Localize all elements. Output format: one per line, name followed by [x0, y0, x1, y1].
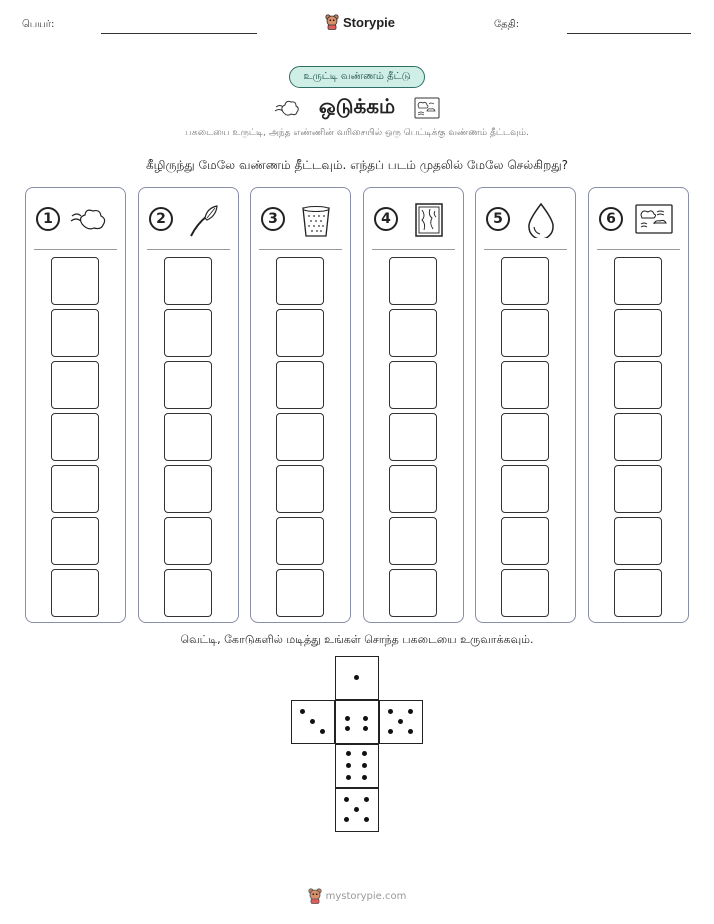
column-header — [364, 202, 463, 242]
column-5 — [475, 187, 576, 623]
date-label: தேதி: — [494, 19, 520, 30]
cup-of-water-icon — [295, 202, 337, 238]
die-pip — [346, 763, 351, 768]
column-header — [26, 202, 125, 242]
die-pip — [362, 775, 367, 780]
column-1 — [25, 187, 126, 623]
column-divider — [259, 249, 342, 250]
column-header — [139, 202, 238, 242]
coloring-box[interactable] — [501, 517, 549, 565]
die-pip — [398, 719, 403, 724]
column-divider — [34, 249, 117, 250]
date-line[interactable] — [567, 33, 691, 34]
coloring-box[interactable] — [276, 517, 324, 565]
coloring-box[interactable] — [614, 465, 662, 513]
coloring-box[interactable] — [614, 413, 662, 461]
coloring-box[interactable] — [276, 361, 324, 409]
die-pip — [300, 709, 305, 714]
name-line[interactable] — [101, 33, 257, 34]
coloring-box[interactable] — [51, 361, 99, 409]
column-divider — [484, 249, 567, 250]
weather-card-icon — [633, 202, 675, 238]
steam-cloud-icon — [274, 97, 300, 119]
coloring-box[interactable] — [501, 309, 549, 357]
footer-url[interactable]: mystorypie.com — [325, 890, 407, 902]
column-number-badge: 3 — [261, 207, 285, 231]
activity-badge: உருட்டி வண்ணம் தீட்டு — [289, 66, 425, 88]
coloring-box[interactable] — [276, 569, 324, 617]
question-text: கீழிருந்து மேலே வண்ணம் தீட்டவும். எந்தப் படம் முதலில் மேலே செல்கிறது? — [145, 158, 569, 172]
column-3 — [250, 187, 351, 623]
name-label: பெயர்: — [22, 19, 55, 30]
cut-instruction: வெட்டி, கோடுகளில் மடித்து உங்கள் சொந்த பகடையை உருவாக்கவும். — [180, 633, 534, 646]
weather-card-icon — [414, 97, 440, 119]
die-pip — [363, 716, 368, 721]
die-pip — [345, 716, 350, 721]
coloring-box[interactable] — [389, 257, 437, 305]
column-header — [589, 202, 688, 242]
coloring-box[interactable] — [164, 361, 212, 409]
column-header — [476, 202, 575, 242]
column-divider — [147, 249, 230, 250]
coloring-box[interactable] — [164, 309, 212, 357]
coloring-box[interactable] — [389, 465, 437, 513]
leaf-branch-icon — [183, 202, 225, 238]
coloring-box[interactable] — [501, 569, 549, 617]
coloring-box[interactable] — [276, 257, 324, 305]
coloring-box[interactable] — [501, 257, 549, 305]
die-pip — [363, 726, 368, 731]
footer — [0, 888, 714, 904]
title-row — [0, 94, 714, 121]
die-pip — [344, 797, 349, 802]
coloring-box[interactable] — [389, 361, 437, 409]
die-face-4[interactable] — [335, 700, 379, 744]
instruction-text: பகடையை உருட்டி, அந்த எண்ணின் வரிசையில் ஒரு பெட்டிக்கு வண்ணம் தீட்டவும். — [185, 128, 529, 138]
die-face-5[interactable] — [335, 788, 379, 832]
column-4 — [363, 187, 464, 623]
die-face-3[interactable] — [291, 700, 335, 744]
coloring-box[interactable] — [389, 569, 437, 617]
coloring-box[interactable] — [164, 569, 212, 617]
coloring-box[interactable] — [164, 257, 212, 305]
die-face-5[interactable] — [379, 700, 423, 744]
coloring-box[interactable] — [501, 361, 549, 409]
die-pip — [362, 751, 367, 756]
column-number-badge: 2 — [149, 207, 173, 231]
coloring-box[interactable] — [501, 465, 549, 513]
die-pip — [344, 817, 349, 822]
coloring-box[interactable] — [276, 309, 324, 357]
brand-logo — [325, 14, 395, 30]
coloring-box[interactable] — [51, 309, 99, 357]
coloring-box[interactable] — [51, 569, 99, 617]
die-face-1[interactable] — [335, 656, 379, 700]
coloring-box[interactable] — [51, 517, 99, 565]
page-title: ஒடுக்கம் — [318, 94, 396, 118]
die-pip — [345, 726, 350, 731]
column-number-badge: 1 — [36, 207, 60, 231]
die-pip — [364, 817, 369, 822]
die-pip — [388, 709, 393, 714]
coloring-box[interactable] — [614, 309, 662, 357]
coloring-box[interactable] — [614, 517, 662, 565]
coloring-box[interactable] — [164, 517, 212, 565]
coloring-box[interactable] — [276, 465, 324, 513]
bear-mascot-icon — [325, 14, 339, 30]
coloring-box[interactable] — [614, 569, 662, 617]
die-pip — [354, 807, 359, 812]
column-number-badge: 4 — [374, 207, 398, 231]
coloring-box[interactable] — [164, 465, 212, 513]
die-pip — [408, 709, 413, 714]
coloring-box[interactable] — [389, 413, 437, 461]
die-pip — [362, 763, 367, 768]
coloring-box[interactable] — [51, 465, 99, 513]
die-pip — [364, 797, 369, 802]
die-pip — [346, 751, 351, 756]
column-number-badge: 5 — [486, 207, 510, 231]
column-header — [251, 202, 350, 242]
bear-mascot-icon — [308, 888, 322, 904]
die-pip — [408, 729, 413, 734]
coloring-box[interactable] — [276, 413, 324, 461]
coloring-box[interactable] — [51, 257, 99, 305]
column-6 — [588, 187, 689, 623]
brand-name: Storypie — [343, 14, 396, 30]
coloring-box[interactable] — [501, 413, 549, 461]
frosted-window-icon — [408, 202, 450, 238]
die-pip — [388, 729, 393, 734]
die-pip — [354, 675, 359, 680]
coloring-box[interactable] — [389, 309, 437, 357]
column-number-badge: 6 — [599, 207, 623, 231]
column-divider — [372, 249, 455, 250]
water-drop-icon — [520, 202, 562, 238]
die-pip — [320, 729, 325, 734]
die-pip — [310, 719, 315, 724]
column-2 — [138, 187, 239, 623]
column-divider — [597, 249, 680, 250]
coloring-box[interactable] — [164, 413, 212, 461]
coloring-box[interactable] — [614, 257, 662, 305]
coloring-box[interactable] — [51, 413, 99, 461]
coloring-box[interactable] — [389, 517, 437, 565]
coloring-box[interactable] — [614, 361, 662, 409]
steam-cloud-icon — [70, 202, 112, 238]
die-pip — [346, 775, 351, 780]
die-face-6[interactable] — [335, 744, 379, 788]
